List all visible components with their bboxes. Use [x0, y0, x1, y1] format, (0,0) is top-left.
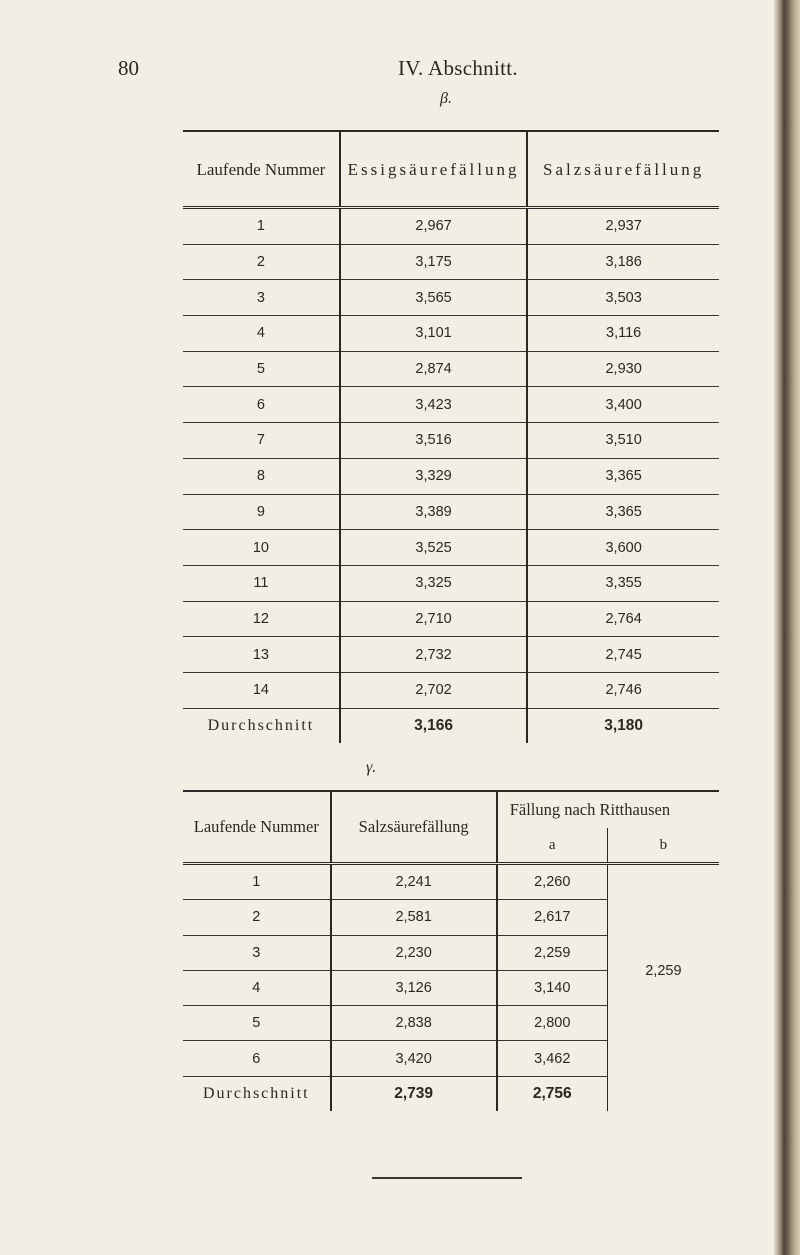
cell-salzsaeure: 2,230	[331, 935, 497, 970]
cell-ritthausen-a: 2,617	[497, 900, 608, 935]
cell-nummer: 2	[183, 900, 331, 935]
closing-rule	[372, 1177, 522, 1179]
average-label: Durchschnitt	[202, 1084, 310, 1102]
cell-essigsaeure: 3,423	[340, 387, 527, 423]
average-row	[183, 1076, 719, 1111]
cell-essigsaeure: 3,329	[340, 458, 527, 494]
cell-salzsaeure: 2,581	[331, 900, 497, 935]
cell-essigsaeure: 2,702	[340, 672, 527, 708]
average-salzsaeure: 3,180	[527, 708, 719, 743]
table-row	[183, 208, 719, 245]
cell-salzsaeure: 3,510	[527, 423, 719, 459]
average-ritthausen-b	[607, 1076, 719, 1111]
cell-salzsaeure: 2,937	[527, 208, 719, 245]
cell-nummer: 13	[183, 637, 340, 673]
cell-nummer: 3	[183, 280, 340, 316]
cell-salzsaeure: 3,400	[527, 387, 719, 423]
average-salzsaeure: 2,739	[331, 1076, 497, 1111]
column-header-salzsaeurefaellung: Salzsäurefällung	[527, 131, 719, 208]
table-row	[183, 637, 719, 673]
cell-salzsaeure: 2,241	[331, 864, 497, 900]
cell-nummer: 10	[183, 530, 340, 566]
subcolumn-header-b: b	[607, 828, 719, 864]
cell-ritthausen-a: 3,462	[497, 1041, 608, 1076]
average-ritthausen-a: 2,756	[497, 1076, 608, 1111]
column-header-essigsaeurefaellung: Essigsäurefällung	[340, 131, 527, 208]
table-row	[183, 351, 719, 387]
table-row	[183, 601, 719, 637]
table-row	[183, 494, 719, 530]
table-beta	[183, 130, 719, 743]
cell-ritthausen-b: 2,259	[607, 864, 719, 1077]
cell-nummer: 5	[183, 351, 340, 387]
column-header-salzsaeurefaellung: Salzsäurefällung	[331, 791, 497, 864]
column-header-faellung-nach-ritthausen: Fällung nach Ritthausen	[497, 791, 719, 828]
cell-nummer: 1	[183, 208, 340, 245]
cell-nummer: 2	[183, 244, 340, 280]
cell-salzsaeure: 3,116	[527, 316, 719, 352]
table-row	[183, 244, 719, 280]
cell-nummer: 11	[183, 565, 340, 601]
cell-nummer: 4	[183, 316, 340, 352]
cell-essigsaeure: 3,525	[340, 530, 527, 566]
column-header-laufende-nummer: Laufende Nummer	[196, 159, 326, 179]
cell-nummer: 9	[183, 494, 340, 530]
table-gamma-body	[183, 864, 719, 1112]
cell-nummer: 6	[183, 387, 340, 423]
table-row	[183, 280, 719, 316]
section-title: IV. Abschnitt.	[398, 56, 518, 80]
cell-ritthausen-a: 3,140	[497, 970, 608, 1005]
cell-essigsaeure: 2,710	[340, 601, 527, 637]
cell-nummer: 12	[183, 601, 340, 637]
table-beta-caption: β.	[440, 90, 452, 107]
cell-salzsaeure: 2,930	[527, 351, 719, 387]
average-essigsaeure: 3,166	[340, 708, 527, 743]
cell-essigsaeure: 3,389	[340, 494, 527, 530]
cell-salzsaeure: 3,420	[331, 1041, 497, 1076]
cell-salzsaeure: 2,764	[527, 601, 719, 637]
cell-ritthausen-a: 2,259	[497, 935, 608, 970]
cell-nummer: 4	[183, 970, 331, 1005]
table-row	[183, 423, 719, 459]
cell-nummer: 14	[183, 672, 340, 708]
cell-salzsaeure: 3,355	[527, 565, 719, 601]
page-edge	[774, 0, 800, 1255]
cell-essigsaeure: 2,874	[340, 351, 527, 387]
table-row	[183, 316, 719, 352]
cell-essigsaeure: 3,325	[340, 565, 527, 601]
cell-salzsaeure: 3,186	[527, 244, 719, 280]
cell-essigsaeure: 2,732	[340, 637, 527, 673]
table-row	[183, 387, 719, 423]
cell-nummer: 7	[183, 423, 340, 459]
table-beta-body	[183, 208, 719, 744]
subcolumn-header-a: a	[497, 828, 608, 864]
cell-essigsaeure: 2,967	[340, 208, 527, 245]
cell-nummer: 8	[183, 458, 340, 494]
average-row	[183, 708, 719, 743]
cell-salzsaeure: 3,503	[527, 280, 719, 316]
cell-nummer: 6	[183, 1041, 331, 1076]
cell-salzsaeure: 2,745	[527, 637, 719, 673]
cell-essigsaeure: 3,101	[340, 316, 527, 352]
table-row	[183, 672, 719, 708]
cell-nummer: 5	[183, 1006, 331, 1041]
cell-ritthausen-a: 2,260	[497, 864, 608, 900]
cell-nummer: 3	[183, 935, 331, 970]
cell-ritthausen-a: 2,800	[497, 1006, 608, 1041]
table-gamma	[183, 790, 719, 1111]
cell-salzsaeure: 3,600	[527, 530, 719, 566]
cell-nummer: 1	[183, 864, 331, 900]
cell-salzsaeure: 2,838	[331, 1006, 497, 1041]
cell-salzsaeure: 3,126	[331, 970, 497, 1005]
table-row	[183, 458, 719, 494]
table-row	[183, 565, 719, 601]
average-label: Durchschnitt	[207, 716, 315, 734]
cell-salzsaeure: 3,365	[527, 494, 719, 530]
cell-essigsaeure: 3,516	[340, 423, 527, 459]
cell-essigsaeure: 3,565	[340, 280, 527, 316]
table-gamma-caption: γ.	[366, 759, 377, 776]
cell-salzsaeure: 2,746	[527, 672, 719, 708]
table-row	[183, 530, 719, 566]
table-row	[183, 864, 719, 900]
page-number: 80	[118, 56, 139, 80]
cell-essigsaeure: 3,175	[340, 244, 527, 280]
column-header-laufende-nummer: Laufende Nummer	[193, 817, 319, 836]
cell-salzsaeure: 3,365	[527, 458, 719, 494]
